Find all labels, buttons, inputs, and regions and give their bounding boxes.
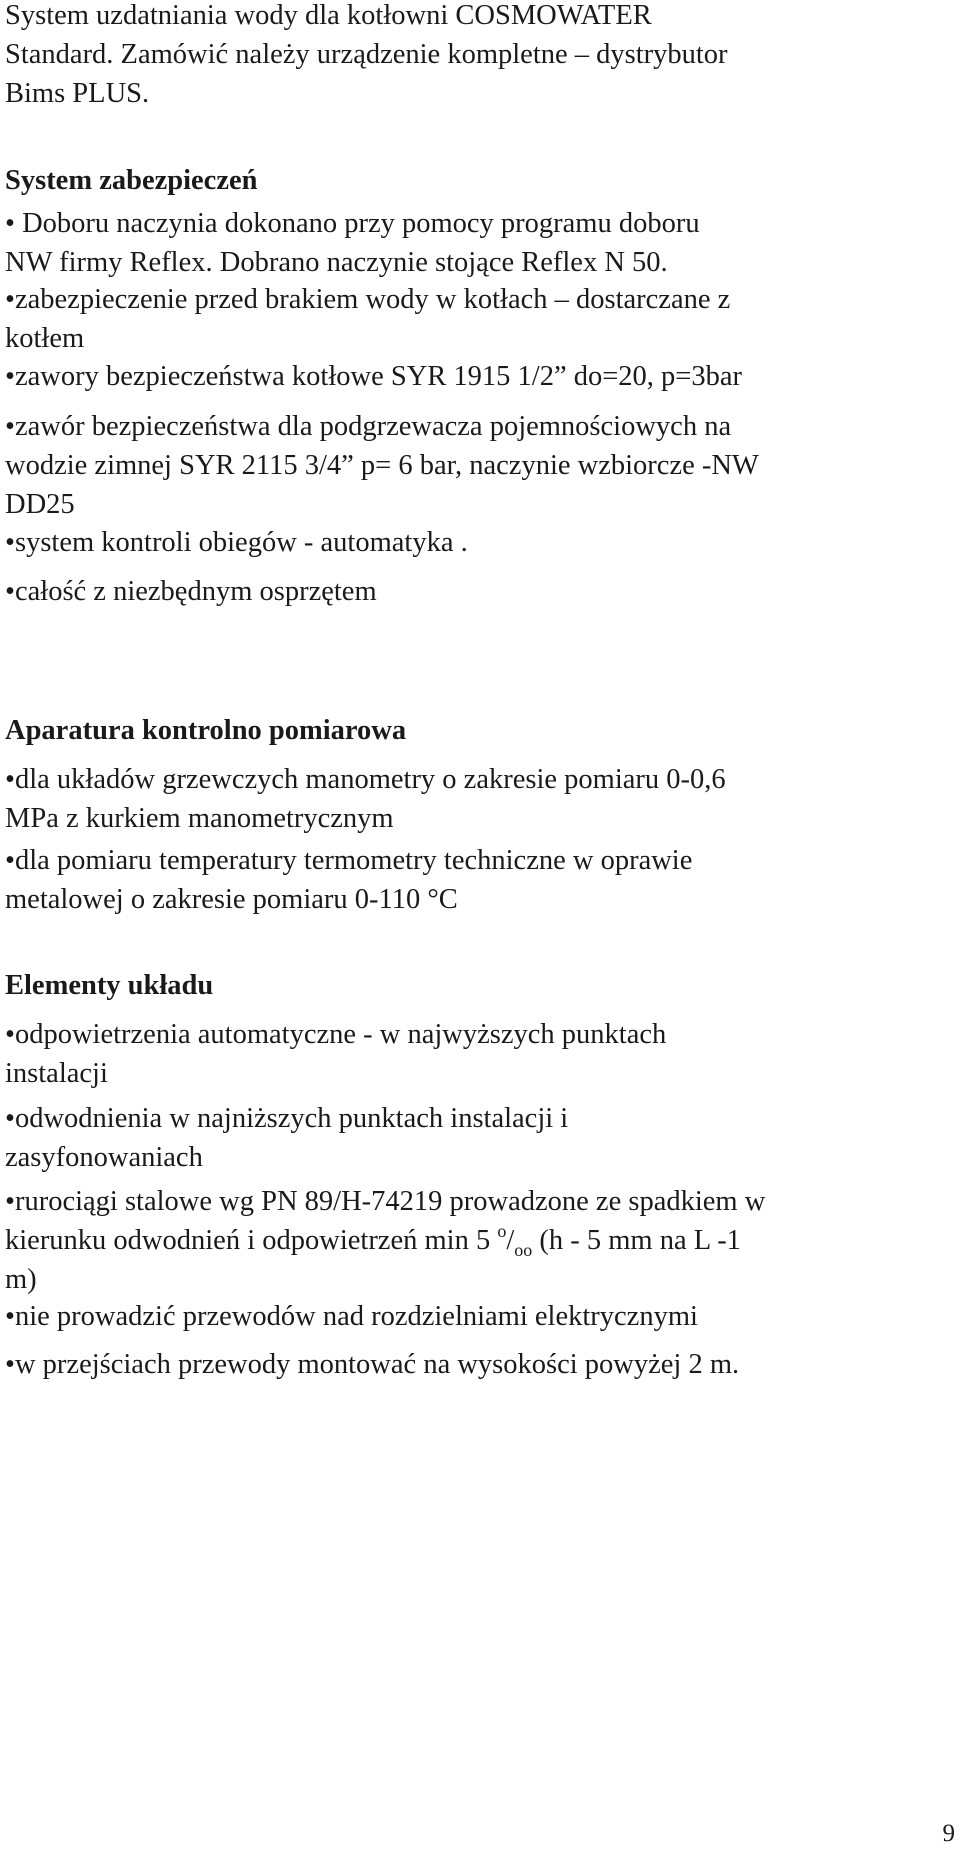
- section-heading-security: System zabezpieczeń: [5, 165, 258, 196]
- intro-paragraph: [5, 0, 955, 113]
- list-item: [5, 1099, 955, 1177]
- list-item-line: NW firmy Reflex. Dobrano naczynie stojące Reflex N 50.: [5, 247, 668, 278]
- list-item: [5, 1345, 955, 1384]
- list-item-line: •nie prowadzić przewodów nad rozdzielniami elektrycznymi: [5, 1301, 698, 1332]
- intro-line: System uzdatniania wody dla kotłowni COSMOWATER: [5, 0, 652, 31]
- list-item-line: •odpowietrzenia automatyczne - w najwyższych punktach: [5, 1019, 667, 1050]
- intro-line: Bims PLUS.: [5, 78, 150, 109]
- list-item: [5, 760, 955, 838]
- list-item-line: [5, 1221, 955, 1260]
- list-item-line: •odwodnienia w najniższych punktach instalacji i: [5, 1103, 569, 1134]
- list-item: [5, 572, 955, 611]
- list-item-line: •w przejściach przewody montować na wysokości powyżej 2 m.: [5, 1349, 740, 1380]
- subscript: oo: [514, 1240, 533, 1260]
- list-item-line: metalowej o zakresie pomiaru 0-110 °C: [5, 884, 458, 915]
- list-item-line: •zawory bezpieczeństwa kotłowe SYR 1915 1/2” do=20, p=3bar: [5, 361, 743, 392]
- list-item-line: wodzie zimnej SYR 2115 3/4” p= 6 bar, naczynie wzbiorcze -NW: [5, 450, 759, 481]
- list-item-line: zasyfonowaniach: [5, 1142, 203, 1173]
- list-item: [5, 1015, 955, 1093]
- list-item-line: instalacji: [5, 1058, 108, 1089]
- document-page: [5, 0, 955, 1857]
- list-item-line: •rurociągi stalowe wg PN 89/H-74219 prowadzone ze spadkiem w: [5, 1186, 766, 1217]
- list-item: [5, 407, 955, 524]
- section-heading-measurement: Aparatura kontrolno pomiarowa: [5, 715, 407, 746]
- list-item-line: •system kontroli obiegów - automatyka .: [5, 527, 468, 558]
- list-item: [5, 280, 955, 358]
- list-item: [5, 1297, 955, 1336]
- section-heading-elements: Elementy układu: [5, 970, 214, 1001]
- list-item-line: m): [5, 1264, 37, 1295]
- list-item-line: DD25: [5, 489, 75, 520]
- list-item-line: •zabezpieczenie przed brakiem wody w kotłach – dostarczane z: [5, 284, 731, 315]
- intro-line: Standard. Zamówić należy urządzenie kompletne – dystrybutor: [5, 39, 728, 70]
- list-item-line: •dla pomiaru temperatury termometry techniczne w oprawie: [5, 845, 693, 876]
- list-item-line: MPa z kurkiem manometrycznym: [5, 803, 394, 834]
- text-run: (h - 5 mm na L -1: [532, 1225, 741, 1256]
- list-item: [5, 204, 955, 282]
- list-item: [5, 841, 955, 919]
- text-run: kierunku odwodnień i odpowietrzeń min 5: [5, 1225, 498, 1256]
- text-run: /: [506, 1225, 515, 1256]
- list-item-line: •dla układów grzewczych manometry o zakresie pomiaru 0-0,6: [5, 764, 726, 795]
- list-item-line: kotłem: [5, 323, 85, 354]
- list-item: [5, 1182, 955, 1299]
- superscript: o: [497, 1221, 507, 1241]
- list-item-line: •zawór bezpieczeństwa dla podgrzewacza pojemnościowych na: [5, 411, 732, 442]
- list-item-line: • Doboru naczynia dokonano przy pomocy programu doboru: [5, 208, 700, 239]
- list-item-line: •całość z niezbędnym osprzętem: [5, 576, 377, 607]
- page-number: 9: [942, 1820, 955, 1847]
- list-item: [5, 357, 955, 396]
- list-item: [5, 523, 955, 562]
